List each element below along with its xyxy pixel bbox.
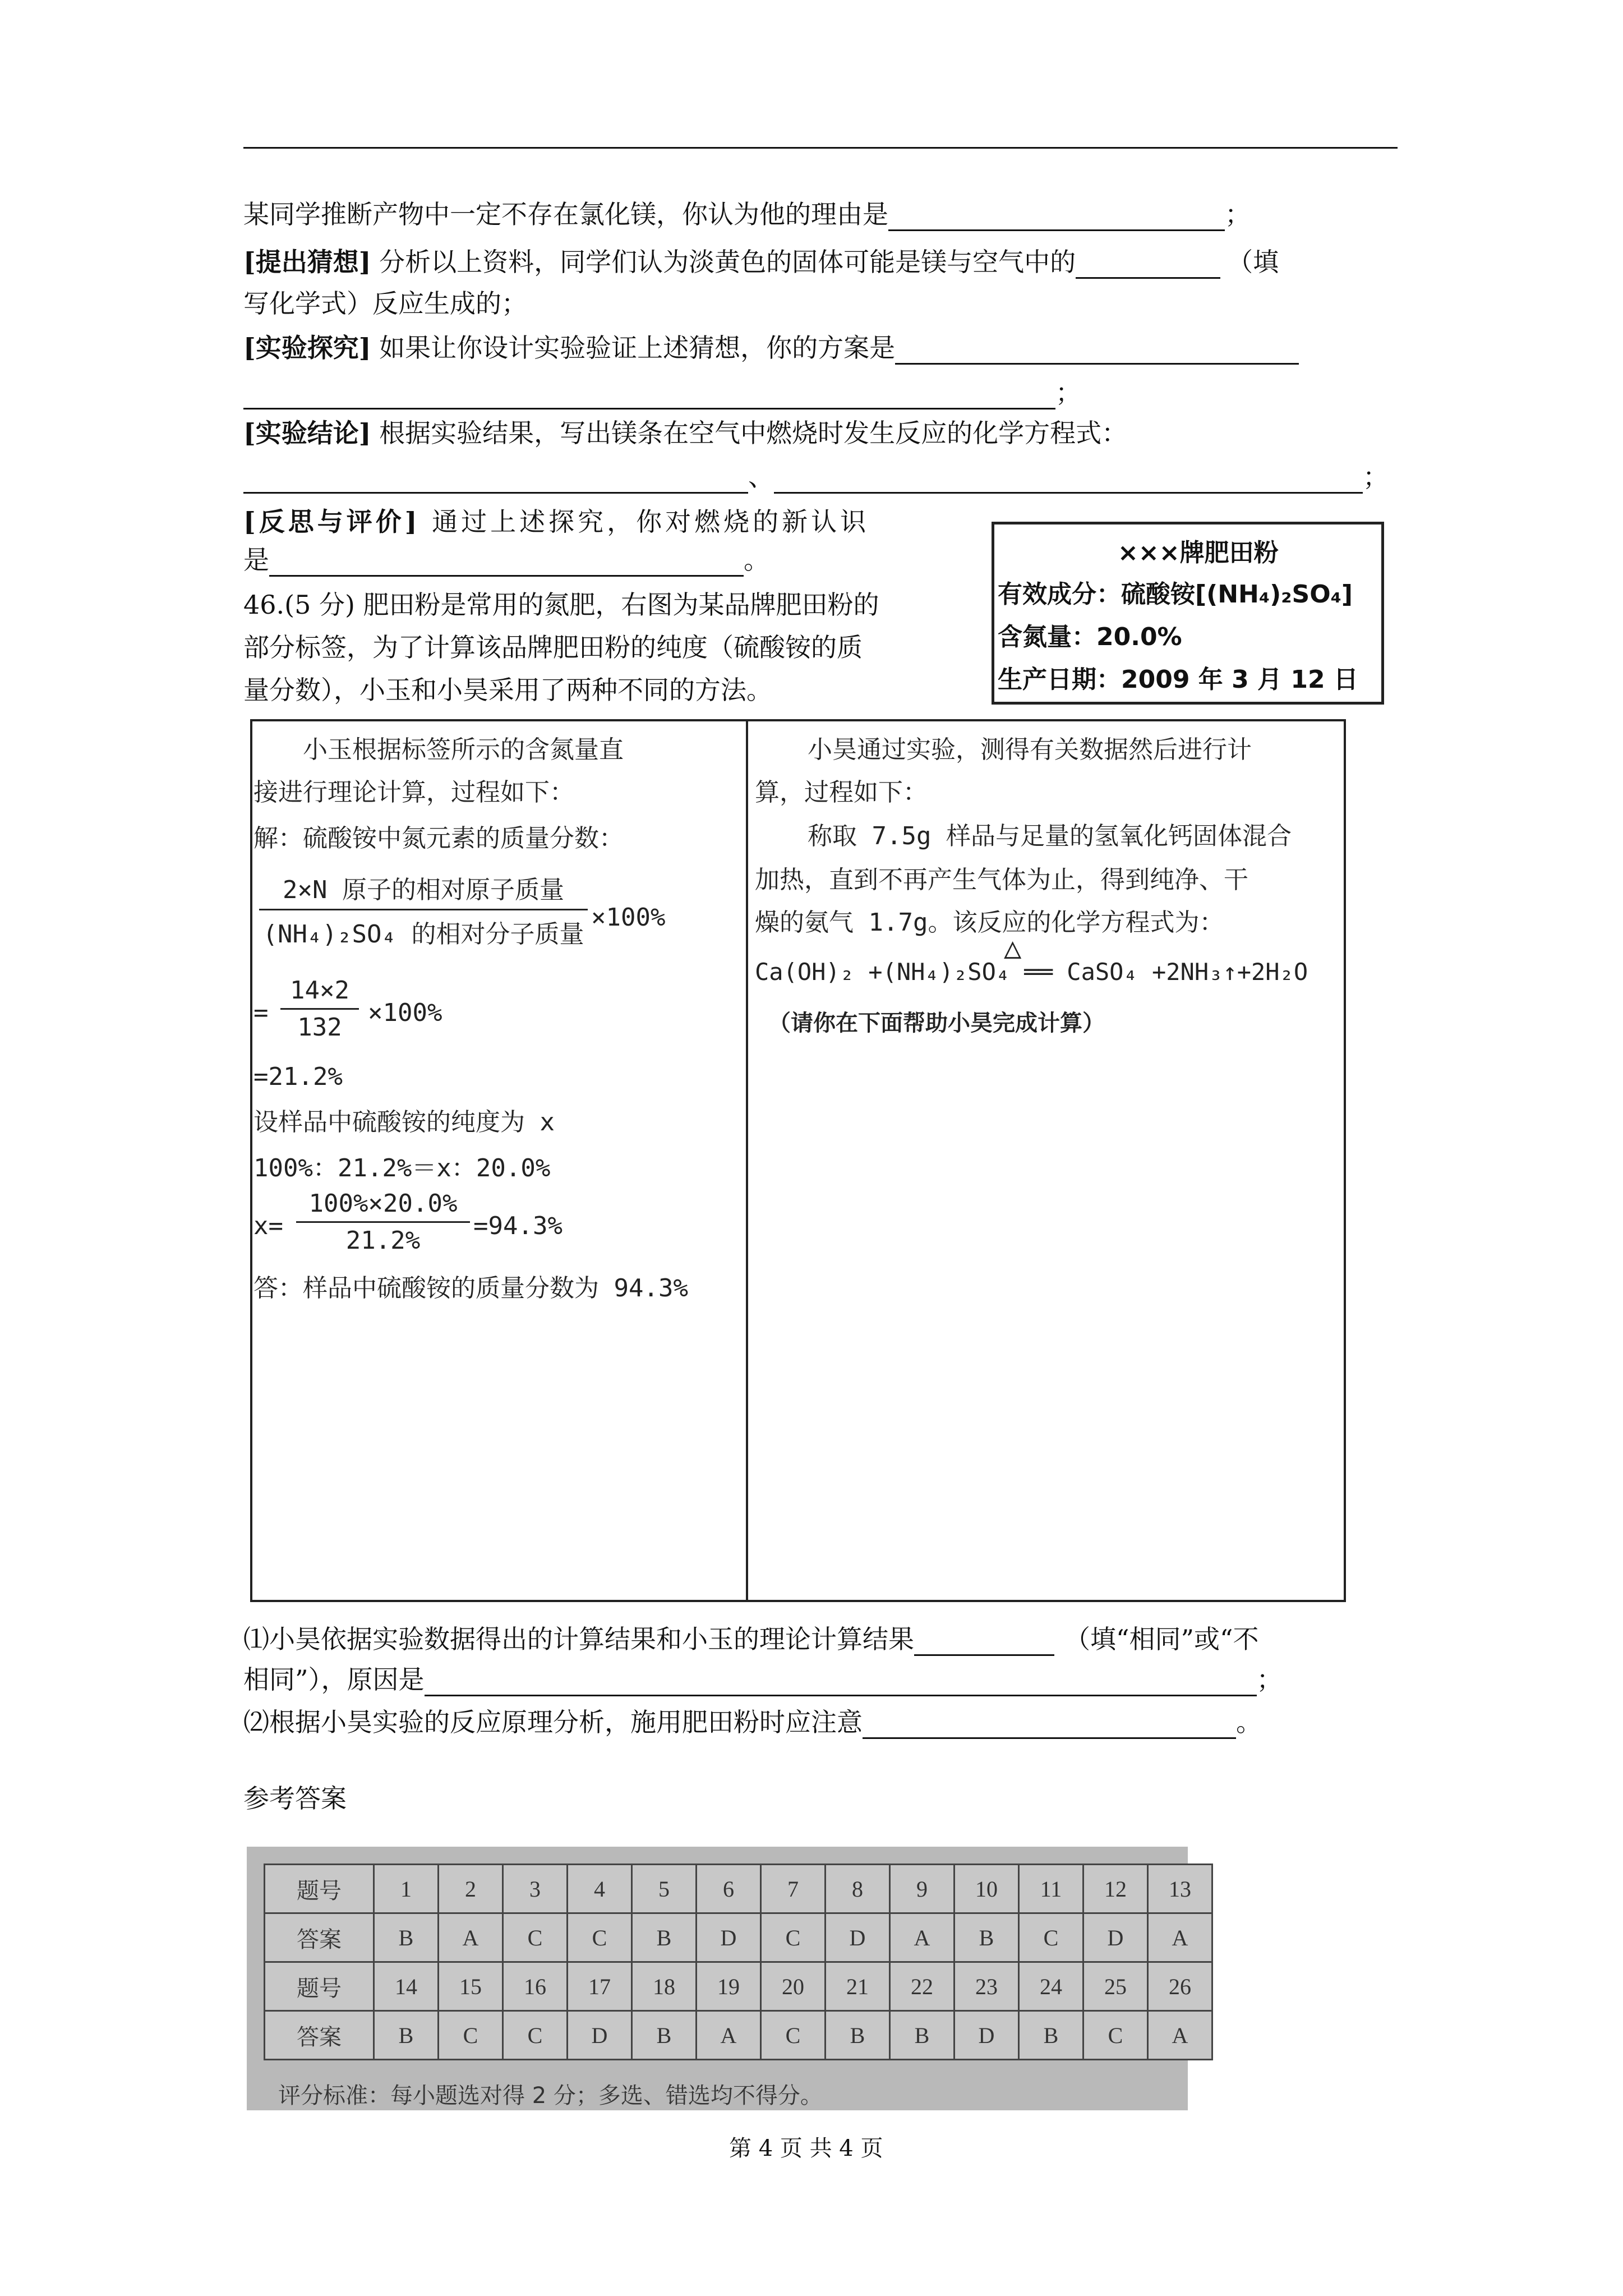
answer-cell: C xyxy=(503,1913,568,1962)
punct: ； xyxy=(1055,378,1081,408)
qnum: 19 xyxy=(697,1962,761,2011)
answer-cell: B xyxy=(826,2011,890,2060)
fraction-2-numerator: 14×2 xyxy=(280,976,359,1010)
subq-1-line2 xyxy=(243,1663,1283,1696)
separator: 、 xyxy=(748,462,774,492)
label-ingredient: 有效成分：硫酸铵[(NH₄)₂SO₄] xyxy=(998,580,1353,609)
subq-2-text: ⑵根据小昊实验的反应原理分析，施用肥田粉时应注意 xyxy=(243,1707,863,1737)
qnum: 25 xyxy=(1083,1962,1148,2011)
qnum: 26 xyxy=(1148,1962,1212,2011)
q45-conclusion xyxy=(243,416,1127,450)
right-l1: 小昊通过实验，测得有关数据然后进行计 xyxy=(808,735,1252,764)
answer-cell: A xyxy=(1148,1913,1212,1962)
answer-cell: B xyxy=(890,2011,955,2060)
answer-blank[interactable] xyxy=(1076,251,1220,279)
times-100b: ×100% xyxy=(368,999,442,1027)
answer-row-ans-1 xyxy=(265,1913,1212,1962)
punct: ； xyxy=(1256,1664,1283,1695)
guess-tail: （填 xyxy=(1227,247,1279,277)
row-label: 答案 xyxy=(265,2011,374,2060)
equation-blank-2[interactable] xyxy=(774,466,1363,494)
answer-cell: B xyxy=(1019,2011,1083,2060)
equation-blank-1[interactable] xyxy=(243,466,748,494)
qnum: 13 xyxy=(1148,1865,1212,1913)
calculation-divider xyxy=(746,719,748,1600)
q45-line1 xyxy=(243,197,1251,231)
guess-line2: 写化学式）反应生成的； xyxy=(243,288,527,319)
answer-cell: B xyxy=(632,1913,697,1962)
answer-cell: D xyxy=(826,1913,890,1962)
qnum: 23 xyxy=(955,1962,1019,2011)
reaction-equation: Ca(OH)₂ +(NH₄)₂SO₄ ══ CaSO₄ +2NH₃↑+2H₂O xyxy=(755,958,1308,986)
fraction-1 xyxy=(259,869,588,950)
answer-cell: D xyxy=(955,2011,1019,2060)
answer-blank[interactable] xyxy=(243,382,1055,409)
answers-heading: 参考答案 xyxy=(243,1783,347,1814)
qnum: 4 xyxy=(568,1865,632,1913)
qnum: 20 xyxy=(761,1962,826,2011)
label-nitrogen: 含氮量：20.0% xyxy=(998,623,1182,651)
answer-blank[interactable] xyxy=(895,337,1299,365)
equals-sign: = xyxy=(253,999,269,1027)
fraction-3 xyxy=(296,1189,470,1255)
fraction-3-numerator: 100%×20.0% xyxy=(296,1189,470,1223)
answer-cell: D xyxy=(568,2011,632,2060)
let-x: 设样品中硫酸铵的纯度为 x xyxy=(253,1108,555,1137)
proportion: 100%：21.2%＝x：20.0% xyxy=(253,1154,551,1182)
fraction-2-denominator: 132 xyxy=(297,1013,342,1042)
qnum: 8 xyxy=(826,1865,890,1913)
subq-1-hint: （填“相同”或“不 xyxy=(1064,1624,1259,1654)
subq-1 xyxy=(243,1622,1259,1656)
qnum: 15 xyxy=(439,1962,503,2011)
answer-blank[interactable] xyxy=(914,1628,1054,1656)
right-l5: 燥的氨气 1.7g。该反应的化学方程式为： xyxy=(755,908,1224,937)
answer-cell: A xyxy=(890,1913,955,1962)
q45-reflect-line2 xyxy=(243,543,769,577)
times-100: ×100% xyxy=(591,903,666,932)
qnum: 18 xyxy=(632,1962,697,2011)
subq-1-reason: 相同”），原因是 xyxy=(243,1664,425,1695)
qnum: 16 xyxy=(503,1962,568,2011)
qnum: 1 xyxy=(374,1865,439,1913)
answer-blank[interactable] xyxy=(888,204,1225,231)
left-l1: 小玉根据标签所示的含氮量直 xyxy=(303,735,624,764)
guess-text: 分析以上资料，同学们认为淡黄色的固体可能是镁与空气中的 xyxy=(371,247,1076,277)
answer-blank[interactable] xyxy=(269,549,744,577)
right-l3: 称取 7.5g 样品与足量的氢氧化钙固体混合 xyxy=(808,822,1292,850)
subq-2 xyxy=(243,1705,1262,1739)
answer-cell: A xyxy=(439,1913,503,1962)
subq-1-text: ⑴小昊依据实验数据得出的计算结果和小玉的理论计算结果 xyxy=(243,1624,914,1654)
q45-explore xyxy=(243,331,1299,365)
answer-blank[interactable] xyxy=(425,1669,1257,1696)
punct: 。 xyxy=(1236,1707,1262,1737)
qnum: 9 xyxy=(890,1865,955,1913)
row-label: 题号 xyxy=(265,1865,374,1913)
qnum: 10 xyxy=(955,1865,1019,1913)
answer-cell: C xyxy=(1083,2011,1148,2060)
explore-text: 如果让你设计实验验证上述猜想，你的方案是 xyxy=(371,333,896,363)
answer-cell: A xyxy=(1148,2011,1212,2060)
q45-reason-text: 某同学推断产物中一定不存在氯化镁，你认为他的理由是 xyxy=(243,199,888,229)
reflect-text: 通过上述探究，你对燃烧的新认识 xyxy=(420,507,870,537)
qnum: 3 xyxy=(503,1865,568,1913)
q46-line3: 量分数），小玉和小昊采用了两种不同的方法。 xyxy=(243,675,772,705)
punct: 。 xyxy=(744,545,769,575)
answer-cell: D xyxy=(697,1913,761,1962)
result-94-3: =94.3% xyxy=(473,1212,562,1240)
answer-table xyxy=(264,1864,1213,2060)
heat-symbol: △ xyxy=(1004,931,1022,965)
fraction-1-denominator: (NH₄)₂SO₄ 的相对分子质量 xyxy=(262,920,584,949)
conclusion-tag: [实验结论] xyxy=(243,418,371,448)
row-label: 题号 xyxy=(265,1962,374,2011)
right-l2: 算，过程如下： xyxy=(755,778,928,807)
explore-tag: [实验探究] xyxy=(243,333,371,363)
punct: ； xyxy=(1363,462,1389,492)
row-label: 答案 xyxy=(265,1913,374,1962)
calc-instruction: （请你在下面帮助小昊完成计算） xyxy=(768,1010,1105,1036)
left-answer: 答：样品中硫酸铵的质量分数为 94.3% xyxy=(253,1274,688,1303)
q46-line2: 部分标签，为了计算该品牌肥田粉的纯度（硫酸铵的质 xyxy=(243,632,863,662)
qnum: 7 xyxy=(761,1865,826,1913)
qnum: 17 xyxy=(568,1962,632,2011)
q45-reflect xyxy=(243,505,869,539)
qnum: 14 xyxy=(374,1962,439,2011)
header-rule xyxy=(243,147,1398,149)
answer-cell: D xyxy=(1083,1913,1148,1962)
answer-cell: C xyxy=(503,2011,568,2060)
fraction-1-numerator: 2×N 原子的相对原子质量 xyxy=(259,869,588,910)
q45-explore-line2 xyxy=(243,376,1081,409)
answer-row-nums-2 xyxy=(265,1962,1212,2011)
q46-line1: 46.(5 分) 肥田粉是常用的氮肥，右图为某品牌肥田粉的 xyxy=(243,590,879,620)
qnum: 11 xyxy=(1019,1865,1083,1913)
qnum: 21 xyxy=(826,1962,890,2011)
answer-cell: C xyxy=(439,2011,503,2060)
label-date: 生产日期：2009 年 3 月 12 日 xyxy=(998,665,1358,694)
qnum: 5 xyxy=(632,1865,697,1913)
answer-cell: C xyxy=(761,2011,826,2060)
answer-cell: B xyxy=(374,1913,439,1962)
qnum: 22 xyxy=(890,1962,955,2011)
fraction-3-denominator: 21.2% xyxy=(345,1226,421,1255)
answer-cell: C xyxy=(761,1913,826,1962)
result-21-2: =21.2% xyxy=(253,1062,343,1091)
label-title: ×××牌肥田粉 xyxy=(1118,539,1279,567)
guess-tag: [提出猜想] xyxy=(243,247,371,277)
answer-cell: B xyxy=(632,2011,697,2060)
answer-cell: C xyxy=(568,1913,632,1962)
qnum: 12 xyxy=(1083,1865,1148,1913)
fraction-2 xyxy=(280,976,359,1042)
reflect-line2: 是 xyxy=(243,545,269,575)
punct: ； xyxy=(1225,199,1251,229)
page-footer: 第 4 页 共 4 页 xyxy=(729,2136,883,2161)
right-l4: 加热，直到不再产生气体为止，得到纯净、干 xyxy=(755,866,1248,894)
scoring-note: 评分标准：每小题选对得 2 分；多选、错选均不得分。 xyxy=(278,2083,823,2109)
reflect-tag: [反思与评价] xyxy=(243,507,421,537)
left-l3: 解：硫酸铵中氮元素的质量分数： xyxy=(253,824,624,853)
fertilizer-label xyxy=(992,522,1384,705)
answer-cell: A xyxy=(697,2011,761,2060)
q45-conclusion-blanks xyxy=(243,460,1389,494)
answer-cell: B xyxy=(955,1913,1019,1962)
answer-cell: B xyxy=(374,2011,439,2060)
answer-row-ans-2 xyxy=(265,2011,1212,2060)
x-equals: x= xyxy=(253,1212,283,1240)
answer-blank[interactable] xyxy=(863,1711,1236,1739)
qnum: 24 xyxy=(1019,1962,1083,2011)
q45-guess xyxy=(243,245,1279,279)
conclusion-text: 根据实验结果，写出镁条在空气中燃烧时发生反应的化学方程式： xyxy=(371,418,1128,448)
qnum: 2 xyxy=(439,1865,503,1913)
answer-row-nums-1 xyxy=(265,1865,1212,1913)
left-l2: 接进行理论计算，过程如下： xyxy=(253,778,574,807)
qnum: 6 xyxy=(697,1865,761,1913)
answer-cell: C xyxy=(1019,1913,1083,1962)
